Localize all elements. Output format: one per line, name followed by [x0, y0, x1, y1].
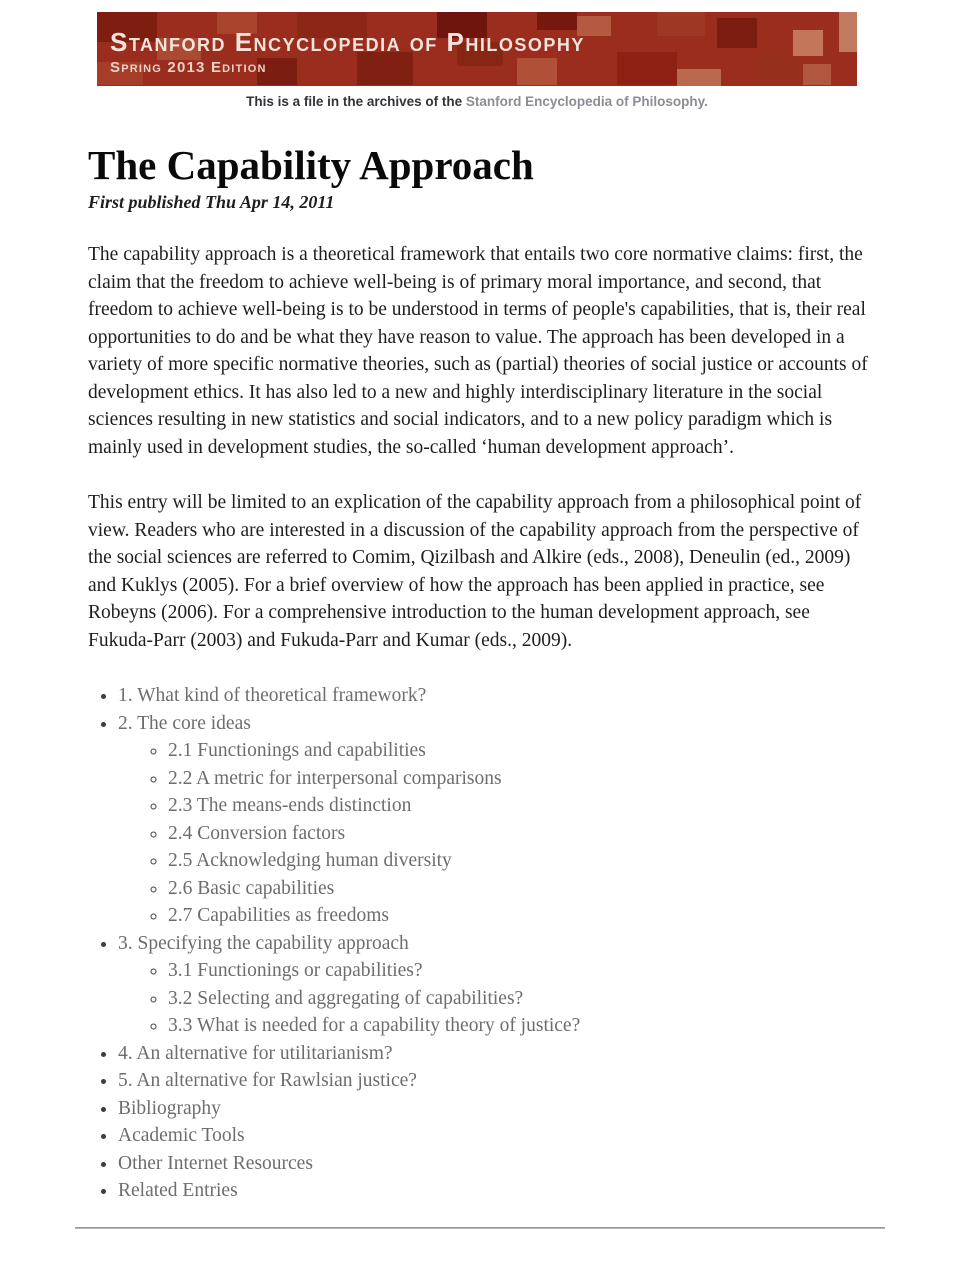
toc-link[interactable]: 3. Specifying the capability approach [118, 932, 409, 954]
toc-subitem [168, 902, 870, 930]
toc-link[interactable]: 1. What kind of theoretical framework? [118, 685, 427, 706]
archive-notice [97, 94, 857, 109]
section-divider [75, 1227, 885, 1229]
toc-subitem [168, 737, 870, 765]
toc-subitem [168, 985, 870, 1013]
toc-subitem [168, 765, 870, 793]
toc-link[interactable]: 4. An alternative for utilitarianism? [118, 1042, 393, 1064]
toc-item [118, 1122, 870, 1150]
toc-sublink[interactable]: 2.3 The means-ends distinction [168, 795, 412, 816]
toc-link[interactable]: 5. An alternative for Rawlsian justice? [118, 1070, 417, 1091]
article [88, 142, 870, 1229]
toc-sublink[interactable]: 3.1 Functionings or capabilities? [168, 960, 423, 981]
toc-item [118, 1095, 870, 1123]
sep-banner-edition: Spring 2013 Edition [110, 59, 267, 76]
toc-item [118, 710, 870, 930]
toc-item [118, 682, 870, 710]
toc-link[interactable]: 2. The core ideas [118, 712, 251, 734]
article-published-line: First published Thu Apr 14, 2011 [88, 192, 335, 212]
toc-subitem [168, 1012, 870, 1040]
toc-sublink[interactable]: 3.3 What is needed for a capability theory of justice? [168, 1015, 581, 1036]
toc-sublink[interactable]: 2.1 Functionings and capabilities [168, 740, 426, 761]
toc-item [118, 1177, 870, 1205]
toc-sublink[interactable]: 2.6 Basic capabilities [168, 877, 335, 899]
toc-sublink[interactable]: 2.2 A metric for interpersonal comparisons [168, 767, 502, 789]
toc-sublink[interactable]: 2.4 Conversion factors [168, 822, 346, 844]
toc-link[interactable]: Academic Tools [118, 1125, 245, 1146]
toc-subitem [168, 792, 870, 820]
toc-subitem [168, 875, 870, 903]
toc-item [118, 1150, 870, 1178]
archive-notice-link[interactable]: Stanford Encyclopedia of Philosophy. [465, 94, 708, 109]
toc-sublink[interactable]: 2.7 Capabilities as freedoms [168, 905, 389, 926]
sep-banner-text [97, 12, 857, 76]
sep-banner [97, 12, 857, 86]
toc-subitem [168, 847, 870, 875]
toc-subitem [168, 957, 870, 985]
toc-list [88, 682, 870, 1205]
article-paragraph: The capability approach is a theoretical framework that entails two core normative claims: first, the claim that the freedom to achieve well-being is of primary moral importance, and second, that freedom to achieve well-being is to be understood in terms of people's capabilities, that is, their real opportunities to do and be what they have reason to value. The approach has been developed in a variety of more specific normative theories, such as (partial) theories of social justice or accounts of development ethics. It has also led to a new and highly interdisciplinary literature in the social sciences resulting in new statistics and social indicators, and to a new policy paradigm which is mainly used in development studies, the so-called ‘human development approach’. [88, 244, 868, 458]
toc-link[interactable]: Related Entries [118, 1180, 238, 1201]
article-paragraph: This entry will be limited to an explication of the capability approach from a philosophical point of view. Readers who are interested in a discussion of the capability approach from the perspective of the social sciences are referred to Comim, Qizilbash and Alkire (eds., 2008), Deneulin (ed., 2009) and Kuklys (2005). For a brief overview of how the approach has been applied in practice, see Robeyns (2006). For a comprehensive introduction to the human development approach, see Fukuda-Parr (2003) and Fukuda-Parr and Kumar (eds., 2009). [88, 492, 862, 651]
toc-item [118, 1040, 870, 1068]
toc-link[interactable]: Other Internet Resources [118, 1152, 313, 1174]
toc-item [118, 930, 870, 1040]
archive-notice-prefix: This is a file in the archives of the [246, 94, 466, 109]
sep-banner-title: Stanford Encyclopedia of Philosophy [110, 27, 585, 57]
toc-item [118, 1067, 870, 1095]
toc-link[interactable]: Bibliography [118, 1097, 221, 1119]
toc-sublink[interactable]: 2.5 Acknowledging human diversity [168, 850, 452, 871]
article-title: The Capability Approach [88, 142, 534, 188]
toc-subitem [168, 820, 870, 848]
toc-sublink[interactable]: 3.2 Selecting and aggregating of capabilities? [168, 987, 524, 1009]
